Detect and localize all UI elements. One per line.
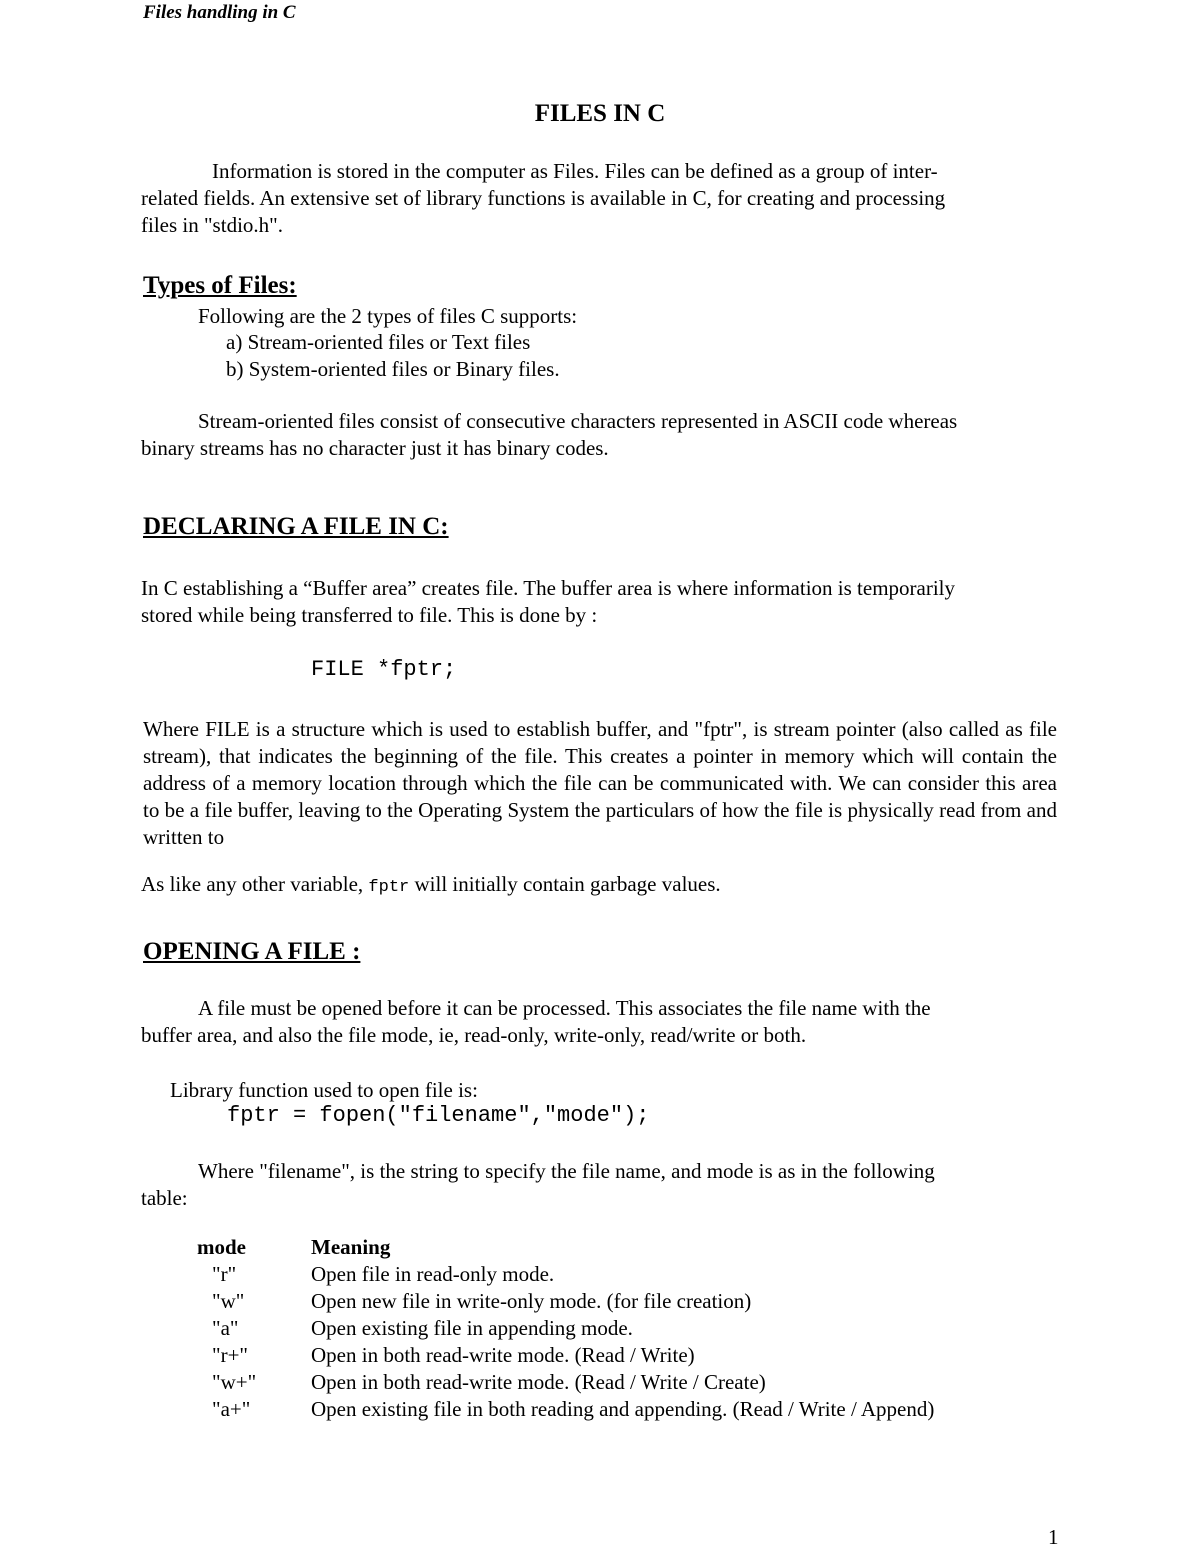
types-of-files-heading: Types of Files: (143, 272, 297, 299)
table-cell-mode: "w" (212, 1289, 245, 1313)
file-structure-paragraph: Where FILE is a structure which is used to establish buffer, and "fptr", is stream pointer (also called as file stream), that indicates the beginning of the file. This creates a pointer in memory which will contain the address of a memory location through which the file can be communicated with. We can consider this area to be a file buffer, leaving to the Operating System the particulars of how the file is physically read from and written to (143, 717, 1057, 849)
library-function-label: Library function used to open file is: (170, 1078, 478, 1102)
types-para-line-1: Stream-oriented files consist of consecutive characters represented in ASCII code whereas (198, 409, 958, 433)
declaring-heading: DECLARING A FILE IN C: (143, 513, 449, 540)
table-cell-mode: "w+" (212, 1370, 257, 1394)
types-para-line-2: binary streams has no character just it has binary codes. (141, 436, 609, 460)
declaring-line-2: stored while being transferred to file. This is done by : (141, 603, 598, 627)
opening-line-1: A file must be opened before it can be processed. This associates the file name with the (198, 996, 931, 1020)
intro-line-2: related fields. An extensive set of library functions is available in C, for creating and processing (141, 186, 946, 210)
garbage-pre-text: As like any other variable, (141, 872, 369, 896)
table-cell-mode: "r" (212, 1262, 237, 1286)
garbage-post-text: will initially contain garbage values. (409, 872, 721, 896)
table-header-mode: mode (197, 1235, 246, 1259)
where-line-1: Where "filename", is the string to specify the file name, and mode is as in the following (198, 1159, 935, 1183)
table-cell-mode: "a" (212, 1316, 239, 1340)
opening-heading: OPENING A FILE : (143, 938, 361, 965)
table-cell-mode: "r+" (212, 1343, 248, 1367)
types-item-a: a) Stream-oriented files or Text files (226, 330, 531, 354)
document-title: FILES IN C (534, 100, 666, 127)
types-lead: Following are the 2 types of files C supports: (198, 304, 578, 328)
table-cell-meaning: Open existing file in appending mode. (311, 1316, 633, 1340)
running-header: Files handling in C (143, 2, 296, 23)
fopen-code: fptr = fopen("filename","mode"); (227, 1103, 650, 1128)
page-number: 1 (1048, 1525, 1059, 1549)
table-cell-meaning: Open in both read-write mode. (Read / Write) (311, 1343, 695, 1367)
table-cell-meaning: Open in both read-write mode. (Read / Write / Create) (311, 1370, 766, 1394)
fptr-inline-code: fptr (368, 878, 410, 897)
intro-line-1: Information is stored in the computer as Files. Files can be defined as a group of inter- (212, 159, 938, 183)
table-cell-meaning: Open file in read-only mode. (311, 1262, 555, 1286)
declaration-code: FILE *fptr; (311, 657, 457, 682)
table-header-meaning: Meaning (311, 1235, 391, 1259)
opening-line-2: buffer area, and also the file mode, ie, read-only, write-only, read/write or both. (141, 1023, 807, 1047)
declaring-line-1: In C establishing a “Buffer area” creates file. The buffer area is where information is temporarily (141, 576, 956, 600)
garbage-values-line (141, 871, 721, 901)
table-cell-mode: "a+" (212, 1397, 251, 1421)
table-cell-meaning: Open existing file in both reading and appending. (Read / Write / Append) (311, 1397, 935, 1421)
table-cell-meaning: Open new file in write-only mode. (for file creation) (311, 1289, 752, 1313)
types-item-b: b) System-oriented files or Binary files. (226, 357, 560, 381)
where-line-2: table: (141, 1186, 188, 1210)
intro-line-3: files in "stdio.h". (141, 213, 283, 237)
